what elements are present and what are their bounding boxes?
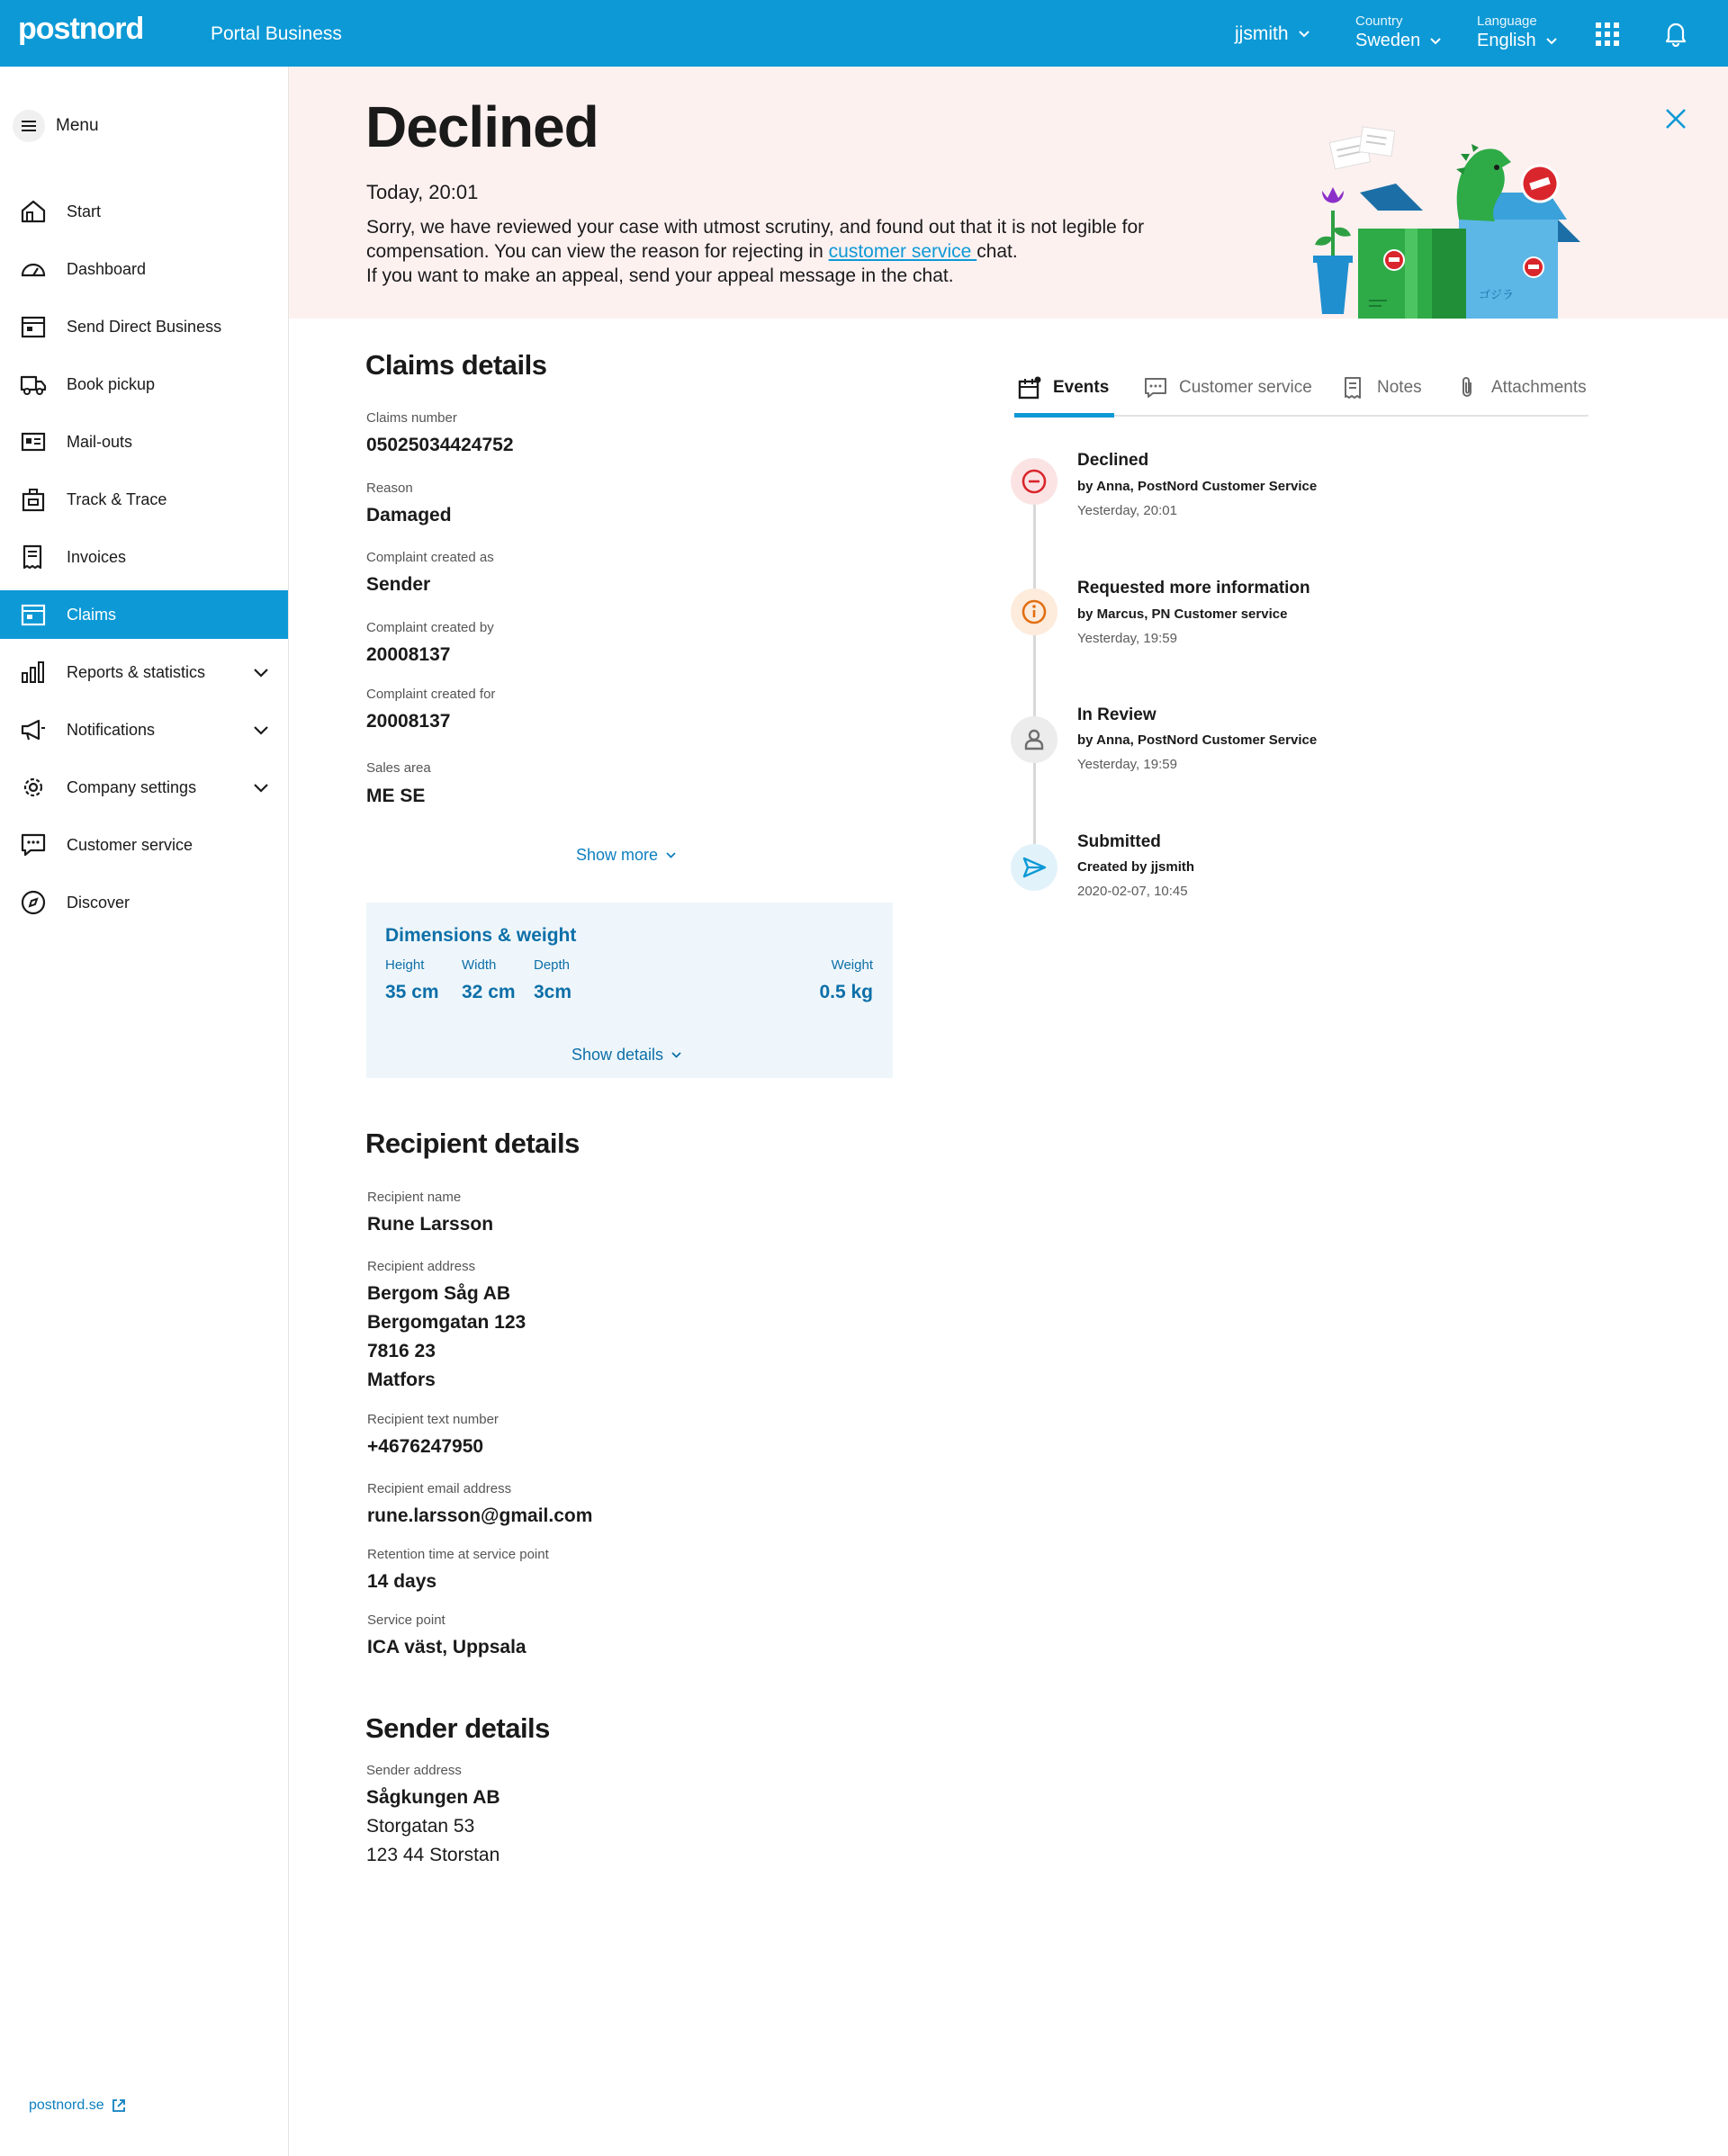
tab-notes-label: Notes bbox=[1377, 378, 1422, 397]
truck-icon bbox=[20, 371, 47, 398]
active-tab-indicator bbox=[1014, 413, 1114, 418]
sender-address-line: 123 44 Storstan bbox=[366, 1845, 500, 1865]
external-link-icon bbox=[112, 2098, 126, 2113]
top-header bbox=[0, 0, 1728, 67]
sidebar-item-label: Notifications bbox=[67, 720, 156, 739]
menu-button[interactable] bbox=[13, 110, 99, 142]
sidebar-item-discover[interactable] bbox=[0, 878, 288, 927]
height-value: 35 cm bbox=[385, 982, 439, 1002]
sidebar-item-label: Send Direct Business bbox=[67, 317, 222, 336]
chevron-down-icon bbox=[1298, 30, 1310, 39]
created-as-value: Sender bbox=[366, 574, 431, 595]
home-icon bbox=[20, 198, 47, 225]
claims-number-value: 05025034424752 bbox=[366, 435, 514, 455]
box-icon bbox=[20, 313, 47, 340]
menu-label: Menu bbox=[56, 116, 99, 135]
country-label: Country bbox=[1355, 13, 1403, 29]
gear-icon bbox=[20, 774, 47, 801]
recipient-phone-label: Recipient text number bbox=[367, 1412, 499, 1427]
chevron-down-icon bbox=[1429, 37, 1442, 46]
language-value: English bbox=[1477, 31, 1536, 50]
notes-icon bbox=[1341, 375, 1366, 400]
event-author: by Anna, PostNord Customer Service bbox=[1077, 479, 1318, 494]
status-message-text: Sorry, we have reviewed your case with utmost scrutiny, and found out that it is not legible for compensation. You can view the reason for rejecting in bbox=[366, 217, 1145, 262]
weight-value: 0.5 kg bbox=[819, 982, 873, 1002]
reason-value: Damaged bbox=[366, 505, 452, 526]
recipient-name-value: Rune Larsson bbox=[367, 1214, 494, 1235]
weight-label: Weight bbox=[831, 957, 873, 973]
sidebar-item-customer-service[interactable] bbox=[0, 821, 288, 869]
sidebar bbox=[0, 67, 289, 2156]
chevron-down-icon bbox=[665, 851, 677, 859]
language-label: Language bbox=[1477, 13, 1537, 29]
event-info-marker bbox=[1011, 588, 1058, 635]
event-time: 2020-02-07, 10:45 bbox=[1077, 884, 1188, 899]
box-label-text: ゴジラ bbox=[1479, 289, 1515, 302]
service-point-value: ICA väst, Uppsala bbox=[367, 1637, 526, 1657]
megaphone-icon bbox=[20, 716, 47, 743]
show-details-label: Show details bbox=[572, 1046, 664, 1064]
dimensions-title: Dimensions & weight bbox=[385, 925, 577, 946]
chevron-down-icon[interactable] bbox=[250, 719, 272, 741]
width-label: Width bbox=[462, 957, 497, 973]
tab-attachments[interactable] bbox=[1455, 364, 1587, 417]
dimensions-card bbox=[366, 903, 893, 1078]
sidebar-item-start[interactable] bbox=[0, 187, 288, 236]
recipient-address-label: Recipient address bbox=[367, 1259, 476, 1274]
width-value: 32 cm bbox=[462, 982, 516, 1002]
sidebar-item-invoices[interactable] bbox=[0, 533, 288, 581]
tab-events-label: Events bbox=[1053, 378, 1110, 397]
sidebar-item-notifications[interactable] bbox=[0, 705, 288, 754]
sidebar-item-book-pickup[interactable] bbox=[0, 360, 288, 409]
apps-grid-icon[interactable] bbox=[1596, 22, 1619, 46]
sidebar-item-label: Customer service bbox=[67, 835, 194, 854]
chevron-down-icon[interactable] bbox=[250, 777, 272, 798]
tab-notes[interactable] bbox=[1341, 364, 1422, 417]
chevron-down-icon bbox=[1545, 37, 1558, 46]
sender-address-line: Storgatan 53 bbox=[366, 1816, 475, 1837]
declined-illustration bbox=[1297, 121, 1639, 319]
sender-address-line: Sågkungen AB bbox=[366, 1787, 500, 1808]
recipient-email-value: rune.larsson@gmail.com bbox=[367, 1505, 593, 1526]
event-time: Yesterday, 19:59 bbox=[1077, 757, 1177, 772]
recipient-address-line: 7816 23 bbox=[367, 1341, 436, 1361]
sender-details-title: Sender details bbox=[365, 1712, 550, 1744]
hamburger-icon bbox=[21, 120, 37, 132]
sidebar-item-label: Discover bbox=[67, 893, 130, 912]
sidebar-nav bbox=[0, 187, 288, 936]
event-author: Created by jjsmith bbox=[1077, 859, 1195, 875]
created-for-value: 20008137 bbox=[366, 711, 451, 732]
send-icon bbox=[1021, 854, 1048, 881]
event-title: Declined bbox=[1077, 451, 1149, 470]
reason-label: Reason bbox=[366, 481, 413, 496]
event-time: Yesterday, 19:59 bbox=[1077, 631, 1177, 646]
events-icon bbox=[1017, 375, 1042, 400]
bar-chart-icon bbox=[20, 659, 47, 686]
show-details-button[interactable] bbox=[572, 1046, 682, 1065]
postnord-logo[interactable]: postnord bbox=[18, 12, 144, 46]
country-select[interactable] bbox=[1355, 13, 1442, 51]
person-icon bbox=[1021, 726, 1048, 753]
sidebar-item-label: Invoices bbox=[67, 547, 127, 566]
postnord-site-link[interactable] bbox=[29, 2098, 126, 2114]
sidebar-item-mail-outs[interactable] bbox=[0, 418, 288, 466]
height-label: Height bbox=[385, 957, 425, 973]
portal-title[interactable]: Portal Business bbox=[211, 23, 342, 44]
sidebar-item-label: Mail-outs bbox=[67, 432, 133, 451]
tab-events[interactable] bbox=[1017, 364, 1109, 417]
event-submitted-marker bbox=[1011, 844, 1058, 891]
info-icon bbox=[1021, 598, 1048, 625]
mailout-icon bbox=[20, 428, 47, 455]
recipient-details-title: Recipient details bbox=[365, 1127, 580, 1159]
recipient-email-label: Recipient email address bbox=[367, 1481, 512, 1496]
retention-label: Retention time at service point bbox=[367, 1547, 549, 1562]
created-by-value: 20008137 bbox=[366, 644, 451, 665]
event-title: In Review bbox=[1077, 705, 1156, 724]
event-review-marker bbox=[1011, 716, 1058, 763]
depth-value: 3cm bbox=[534, 982, 572, 1002]
close-icon[interactable] bbox=[1664, 107, 1688, 130]
status-timestamp: Today, 20:01 bbox=[366, 181, 479, 203]
appeal-message: If you want to make an appeal, send your appeal message in the chat. bbox=[366, 265, 954, 286]
declined-icon bbox=[1021, 468, 1048, 495]
gauge-icon bbox=[20, 256, 47, 283]
recipient-address-line: Matfors bbox=[367, 1370, 436, 1390]
created-for-label: Complaint created for bbox=[366, 687, 496, 702]
claims-number-label: Claims number bbox=[366, 410, 457, 426]
recipient-phone-value: +4676247950 bbox=[367, 1436, 484, 1457]
customer-service-link[interactable]: customer service bbox=[828, 241, 977, 262]
details-tabs bbox=[1014, 364, 1588, 417]
depth-label: Depth bbox=[534, 957, 571, 973]
invoice-icon bbox=[20, 543, 47, 570]
show-more-label: Show more bbox=[576, 846, 659, 864]
sidebar-item-label: Book pickup bbox=[67, 374, 156, 393]
sender-address-label: Sender address bbox=[366, 1763, 462, 1778]
created-as-label: Complaint created as bbox=[366, 550, 494, 565]
compass-icon bbox=[20, 889, 47, 916]
retention-value: 14 days bbox=[367, 1571, 437, 1592]
user-name: jjsmith bbox=[1235, 23, 1289, 44]
claims-icon bbox=[20, 601, 47, 628]
chat-icon bbox=[1143, 375, 1168, 400]
sidebar-item-claims[interactable] bbox=[0, 590, 288, 639]
recipient-address-line: Bergomgatan 123 bbox=[367, 1312, 526, 1333]
package-search-icon bbox=[20, 486, 47, 513]
status-message-text-end: chat. bbox=[976, 241, 1018, 262]
tab-customer-service[interactable] bbox=[1143, 364, 1312, 417]
sidebar-item-send-direct-business[interactable] bbox=[0, 302, 288, 351]
sidebar-item-dashboard[interactable] bbox=[0, 245, 288, 293]
created-by-label: Complaint created by bbox=[366, 620, 494, 635]
sidebar-item-company-settings[interactable] bbox=[0, 763, 288, 812]
event-time: Yesterday, 20:01 bbox=[1077, 503, 1177, 518]
country-value: Sweden bbox=[1355, 31, 1421, 50]
sidebar-item-track-trace[interactable] bbox=[0, 475, 288, 524]
sales-area-label: Sales area bbox=[366, 760, 431, 776]
sidebar-item-label: Track & Trace bbox=[67, 490, 167, 508]
event-author: by Anna, PostNord Customer Service bbox=[1077, 732, 1318, 748]
status-message bbox=[366, 215, 1176, 288]
service-point-label: Service point bbox=[367, 1613, 446, 1628]
language-select[interactable] bbox=[1477, 13, 1558, 51]
sidebar-item-label: Claims bbox=[67, 605, 117, 624]
sidebar-item-reports-statistics[interactable] bbox=[0, 648, 288, 696]
event-title: Submitted bbox=[1077, 832, 1161, 851]
postnord-site-link-label: postnord.se bbox=[29, 2098, 104, 2113]
user-menu[interactable] bbox=[1235, 23, 1310, 45]
event-title: Requested more information bbox=[1077, 579, 1310, 597]
sidebar-item-label: Company settings bbox=[67, 777, 197, 796]
declined-banner bbox=[289, 67, 1728, 319]
show-more-button[interactable] bbox=[576, 846, 677, 865]
sidebar-item-label: Start bbox=[67, 202, 102, 220]
sidebar-item-label: Dashboard bbox=[67, 259, 147, 278]
paperclip-icon bbox=[1455, 375, 1480, 400]
recipient-name-label: Recipient name bbox=[367, 1190, 462, 1205]
tab-attachments-label: Attachments bbox=[1491, 378, 1587, 397]
tab-customer-service-label: Customer service bbox=[1179, 378, 1312, 397]
chevron-down-icon bbox=[670, 1051, 682, 1059]
status-title: Declined bbox=[365, 94, 598, 159]
chat-icon bbox=[20, 831, 47, 858]
event-declined-marker bbox=[1011, 458, 1058, 505]
bell-icon[interactable] bbox=[1663, 20, 1688, 47]
claims-details-title: Claims details bbox=[365, 349, 547, 381]
timeline-line bbox=[1033, 502, 1036, 844]
sidebar-item-label: Reports & statistics bbox=[67, 662, 206, 681]
event-author: by Marcus, PN Customer service bbox=[1077, 606, 1288, 622]
recipient-address-line: Bergom Såg AB bbox=[367, 1283, 511, 1304]
sales-area-value: ME SE bbox=[366, 786, 426, 806]
chevron-down-icon[interactable] bbox=[250, 661, 272, 683]
